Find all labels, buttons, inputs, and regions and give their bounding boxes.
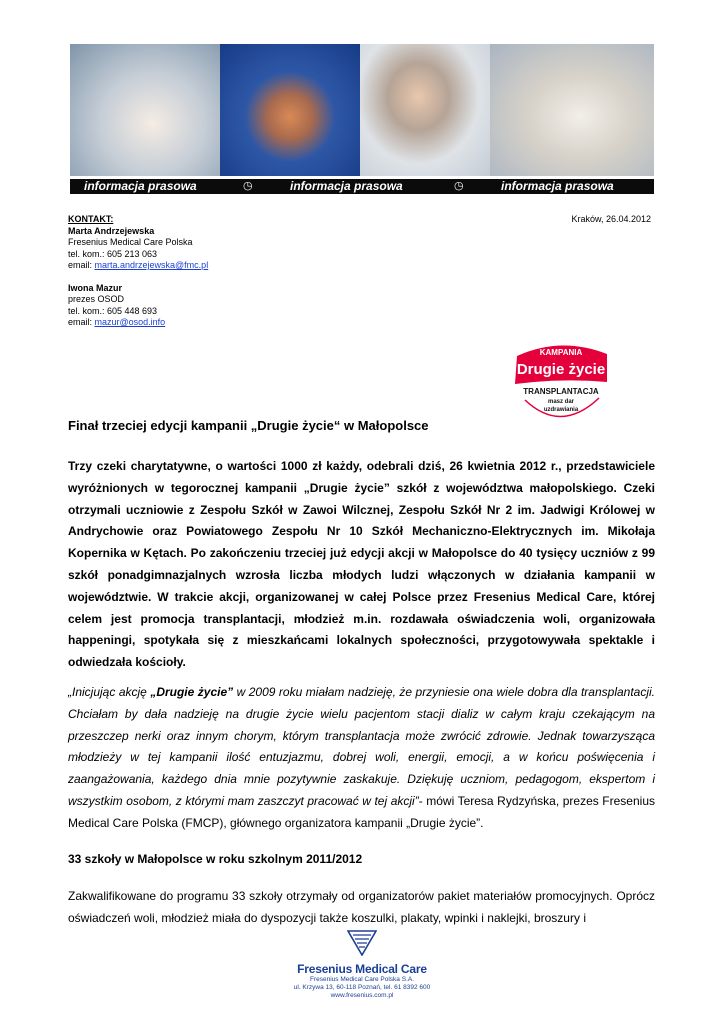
banner-photo-nurse — [70, 44, 220, 176]
contact-phone: tel. kom.: 605 213 063 — [68, 248, 158, 259]
contact-name: Iwona Mazur — [68, 282, 123, 293]
quote-body: w 2009 roku miałam nadzieję, że przyniesie ona wiele dobra dla transplantacji. Chciałam by dała nadzieję na drugie życie wielu pacjentom stacji dializ w całym kraju czekającym na przeszczep nerki oraz innym chorym, którym transplantacja może zwrócić zdrowie. Jednak towarzysząca młodzieży w tej kampanii ilość entuzjazmu, dobrej woli, energii, emocji, a w końcu poświęcenia i zaangażowania, każdego dnia mnie pozytywnie zaskakuje. Dziękuję uczniom, pedagogom, ekspertom i wszystkim osobom, z którymi mam zaszczyt pracować w tej akcji” — [68, 685, 656, 808]
contact-heading: KONTAKT: — [68, 214, 114, 224]
press-release-bar — [70, 179, 654, 194]
banner-photo-patient — [360, 44, 490, 176]
contact-company: Fresenius Medical Care Polska — [68, 237, 193, 247]
contact-block — [68, 214, 208, 329]
campaign-logo — [503, 338, 619, 424]
document-title: Finał trzeciej edycji kampanii „Drugie życie“ w Małopolsce — [68, 418, 429, 433]
clock-icon: ◷ — [454, 180, 464, 192]
contact-name: Marta Andrzejewska — [68, 225, 155, 236]
email-link[interactable]: mazur@osod.info — [94, 317, 166, 327]
section-heading: 33 szkoły w Małopolsce w roku szkolnym 2011/2012 — [68, 852, 363, 866]
fresenius-triangle-logo-icon — [347, 930, 377, 956]
logo-top-text: KAMPANIA — [539, 348, 583, 357]
press-label: informacja prasowa — [501, 179, 614, 193]
email-prefix: email: — [68, 317, 95, 327]
footer-line: Fresenius Medical Care Polska S.A. — [309, 976, 415, 983]
logo-tagline: masz dar — [547, 399, 575, 405]
quote-open: „Inicjując akcję — [68, 685, 151, 699]
banner-photo-hands — [220, 44, 360, 176]
email-link[interactable]: marta.andrzejewska@fmc.pl — [94, 260, 209, 270]
release-date: Kraków, 26.04.2012 — [571, 214, 651, 224]
clock-icon: ◷ — [243, 180, 253, 192]
body-paragraph: Zakwalifikowane do programu 33 szkoły otrzymały od organizatorów pakiet materiałów promocyjnych. Oprócz oświadczeń woli, młodzież miała do dyspozycji także koszulki, plakaty, wpinki i naklejki, broszury i — [68, 889, 655, 925]
logo-tagline: uzdrawiania — [543, 407, 579, 413]
contact-phone: tel. kom.: 605 448 693 — [68, 305, 158, 316]
logo-main-text: Drugie życie — [516, 361, 606, 378]
footer-line: ul. Krzywa 13, 60-118 Poznań, tel. 61 8392 600 — [293, 984, 431, 991]
footer-website[interactable]: www.fresenius.com.pl — [330, 992, 394, 999]
banner-photo-couple — [490, 44, 654, 176]
press-label: informacja prasowa — [290, 179, 403, 193]
logo-sub-text: TRANSPLANTACJA — [523, 387, 599, 396]
lead-paragraph: Trzy czeki charytatywne, o wartości 1000 zł każdy, odebrali dziś, 26 kwietnia 2012 r., przedstawiciele wyróżnionych w tegorocznej kampanii „Drugie życie” szkół z województwa małopolskiego. Czeki otrzymali uczniowie z Zespołu Szkół w Zawoi Wilcznej, Zespołu Szkół Nr 2 im. Jadwigi Królowej w Andrychowie oraz Powiatowego Zespołu Nr 10 Szkół Mechaniczno-Elektrycznych im. Mikołaja Kopernika w Kętach. Po zakończeniu trzeciej już edycji akcji w Małopolsce do 40 tysięcy uczniów z 99 szkół ponadgimnazjalnych wzrosła liczba młodych ludzi włączonych w działania kampanii w województwie. W trakcie akcji, organizowanej w całej Polsce przez Fresenius Medical Care, której celem jest promocja transplantacji, młodzież m.in. rozdawała oświadczenia woli, organizowała happeningi, spotykała się z mieszkańcami lokalnych społeczności, przygotowywała spektakle i odwiedzała kościoły. — [68, 459, 655, 670]
footer-company-name: Fresenius Medical Care — [297, 962, 427, 976]
quote-paragraph — [68, 682, 655, 835]
quote-campaign-name: „Drugie życie” — [150, 685, 234, 699]
contact-email-line — [68, 260, 208, 272]
email-prefix: email: — [68, 260, 95, 270]
contact-email-line — [68, 317, 208, 329]
press-label: informacja prasowa — [84, 179, 197, 193]
footer — [250, 930, 474, 1000]
contact-role: prezes OSOD — [68, 294, 125, 304]
quote-attribution: - mówi Teresa Rydzyńska, prezes Fresenius Medical Care Polska (FMCP), głównego organizatora kampanii „Drugie życie”. — [68, 793, 655, 830]
header-photo-banner — [70, 44, 654, 176]
